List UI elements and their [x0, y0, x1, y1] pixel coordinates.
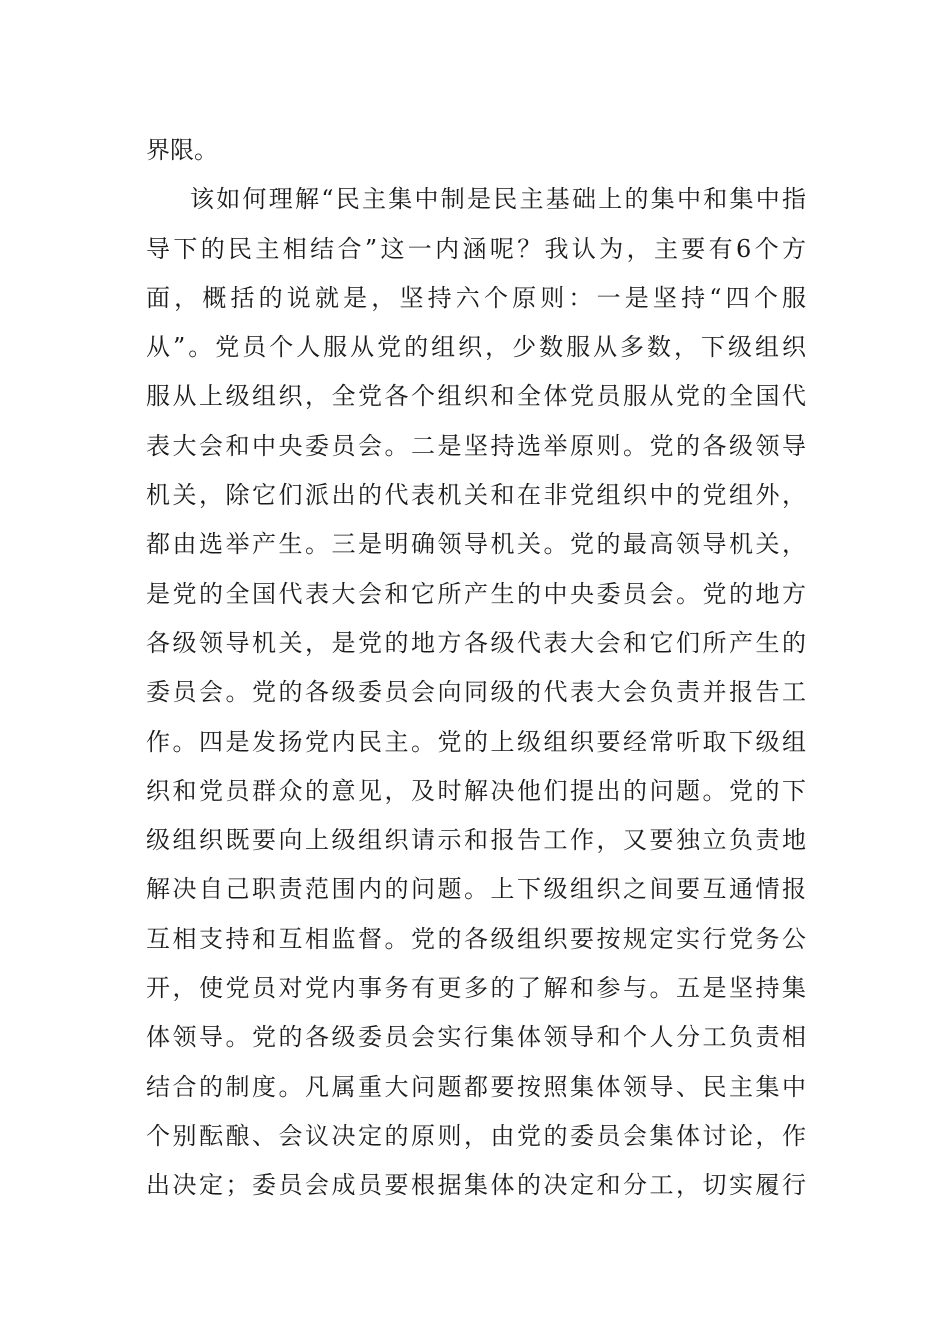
text-line: 出决定；委员会成员要根据集体的决定和分工，切实履行: [146, 1171, 806, 1200]
text-line: 委员会。党的各级委员会向同级的代表大会负责并报告工: [146, 678, 806, 707]
text-line: 都由选举产生。三是明确领导机关。党的最高领导机关，: [146, 530, 806, 559]
text-line: 结合的制度。凡属重大问题都要按照集体领导、民主集中: [146, 1072, 806, 1101]
text-line: 解决自己职责范围内的问题。上下级组织之间要互通情报: [146, 875, 806, 904]
text-line: 开，使党员对党内事务有更多的了解和参与。五是坚持集: [146, 974, 806, 1003]
text-line: 从”。党员个人服从党的组织，少数服从多数，下级组织: [146, 333, 806, 362]
text-line: 各级领导机关，是党的地方各级代表大会和它们所产生的: [146, 628, 806, 657]
text-line: 面，概括的说就是，坚持六个原则：一是坚持“四个服: [146, 283, 806, 312]
text-line: 体领导。党的各级委员会实行集体领导和个人分工负责相: [146, 1023, 806, 1052]
text-line: 级组织既要向上级组织请示和报告工作，又要独立负责地: [146, 826, 806, 855]
text-line: 机关，除它们派出的代表机关和在非党组织中的党组外，: [146, 481, 806, 510]
text-line: 服从上级组织，全党各个组织和全体党员服从党的全国代: [146, 382, 806, 411]
text-line: 导下的民主相结合”这一内涵呢？我认为，主要有6个方: [146, 234, 806, 263]
text-line: 作。四是发扬党内民主。党的上级组织要经常听取下级组: [146, 727, 806, 756]
text-line: 该如何理解“民主集中制是民主基础上的集中和集中指: [190, 185, 806, 214]
text-line: 表大会和中央委员会。二是坚持选举原则。党的各级领导: [146, 431, 806, 460]
text-line: 界限。: [146, 136, 218, 164]
text-line: 织和党员群众的意见，及时解决他们提出的问题。党的下: [146, 776, 806, 805]
text-line: 个别酝酿、会议决定的原则，由党的委员会集体讨论，作: [146, 1121, 806, 1150]
text-line: 是党的全国代表大会和它所产生的中央委员会。党的地方: [146, 579, 806, 608]
document-body: [146, 126, 806, 1211]
text-line: 互相支持和互相监督。党的各级组织要按规定实行党务公: [146, 924, 806, 953]
